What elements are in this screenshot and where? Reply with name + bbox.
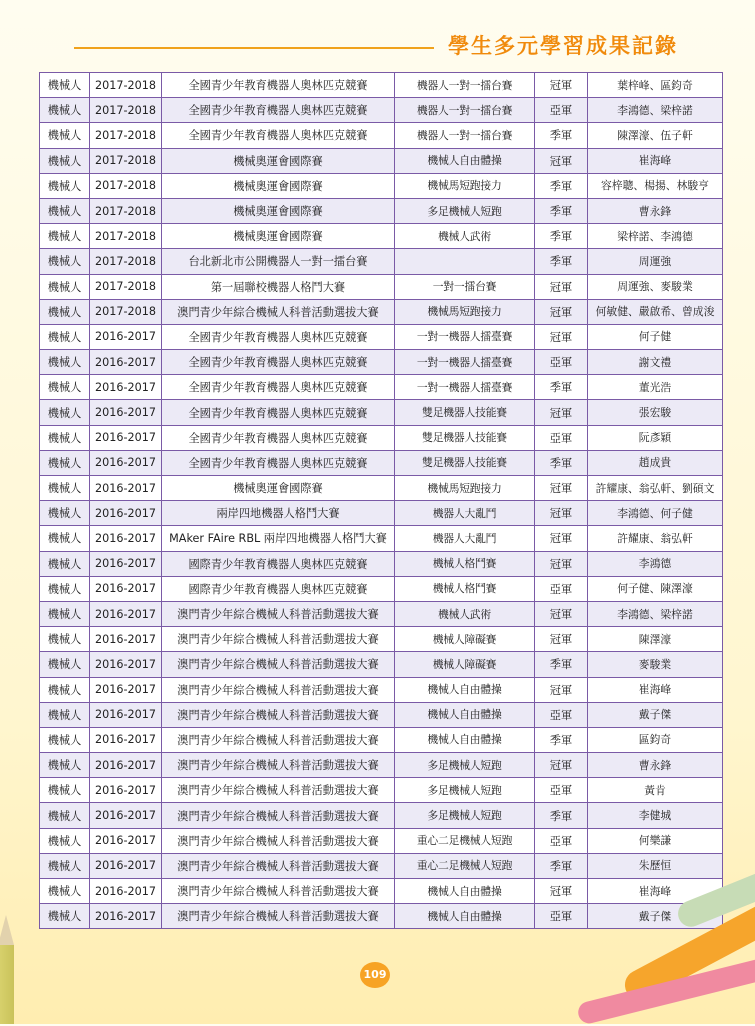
- school-year-cell: 2016-2017: [90, 501, 162, 526]
- table-row: [40, 450, 723, 475]
- school-year-cell: 2016-2017: [90, 324, 162, 349]
- competition-cell: 澳門青少年綜合機械人科普活動選拔大賽: [162, 879, 395, 904]
- school-year-cell: 2016-2017: [90, 853, 162, 878]
- table-row: [40, 173, 723, 198]
- competition-cell: 澳門青少年綜合機械人科普活動選拔大賽: [162, 828, 395, 853]
- school-year-cell: 2016-2017: [90, 677, 162, 702]
- school-year-cell: 2016-2017: [90, 601, 162, 626]
- competition-cell: 全國青少年教育機器人奧林匹克競賽: [162, 98, 395, 123]
- award-cell: 季軍: [535, 727, 588, 752]
- winners-cell: 何樂謙: [588, 828, 723, 853]
- event-cell: 機械馬短跑接力: [395, 299, 535, 324]
- category-cell: 機械人: [40, 879, 90, 904]
- category-cell: 機械人: [40, 601, 90, 626]
- table-row: [40, 727, 723, 752]
- award-cell: 冠軍: [535, 148, 588, 173]
- event-cell: 一對一機器人擂臺賽: [395, 375, 535, 400]
- winners-cell: 戴子傑: [588, 702, 723, 727]
- school-year-cell: 2017-2018: [90, 274, 162, 299]
- school-year-cell: 2016-2017: [90, 753, 162, 778]
- event-cell: 機器人一對一擂台賽: [395, 123, 535, 148]
- table-row: [40, 299, 723, 324]
- award-cell: 季軍: [535, 450, 588, 475]
- category-cell: 機械人: [40, 425, 90, 450]
- event-cell: 機械人武術: [395, 601, 535, 626]
- competition-cell: 全國青少年教育機器人奧林匹克競賽: [162, 324, 395, 349]
- table-row: [40, 853, 723, 878]
- category-cell: 機械人: [40, 501, 90, 526]
- school-year-cell: 2017-2018: [90, 173, 162, 198]
- event-cell: 一對一機器人擂臺賽: [395, 350, 535, 375]
- table-row: [40, 148, 723, 173]
- event-cell: [395, 249, 535, 274]
- competition-cell: 澳門青少年綜合機械人科普活動選拔大賽: [162, 727, 395, 752]
- competition-cell: 台北新北市公開機器人一對一擂台賽: [162, 249, 395, 274]
- category-cell: 機械人: [40, 299, 90, 324]
- competition-cell: 澳門青少年綜合機械人科普活動選拔大賽: [162, 299, 395, 324]
- winners-cell: 李鴻德、何子健: [588, 501, 723, 526]
- table-row: [40, 601, 723, 626]
- school-year-cell: 2017-2018: [90, 123, 162, 148]
- school-year-cell: 2016-2017: [90, 476, 162, 501]
- event-cell: 機械馬短跑接力: [395, 476, 535, 501]
- competition-cell: 澳門青少年綜合機械人科普活動選拔大賽: [162, 702, 395, 727]
- table-row: [40, 904, 723, 929]
- table-row: [40, 501, 723, 526]
- award-cell: 季軍: [535, 123, 588, 148]
- school-year-cell: 2017-2018: [90, 249, 162, 274]
- category-cell: 機械人: [40, 702, 90, 727]
- competition-cell: 機械奧運會國際賽: [162, 148, 395, 173]
- winners-cell: 謝文禮: [588, 350, 723, 375]
- event-cell: 多足機械人短跑: [395, 778, 535, 803]
- school-year-cell: 2017-2018: [90, 299, 162, 324]
- award-cell: 冠軍: [535, 551, 588, 576]
- school-year-cell: 2017-2018: [90, 224, 162, 249]
- competition-cell: 全國青少年教育機器人奧林匹克競賽: [162, 425, 395, 450]
- award-cell: 冠軍: [535, 299, 588, 324]
- award-cell: 冠軍: [535, 476, 588, 501]
- school-year-cell: 2016-2017: [90, 702, 162, 727]
- winners-cell: 周運強: [588, 249, 723, 274]
- table-row: [40, 324, 723, 349]
- award-cell: 亞軍: [535, 828, 588, 853]
- competition-cell: 澳門青少年綜合機械人科普活動選拔大賽: [162, 904, 395, 929]
- winners-cell: 區鈞奇: [588, 727, 723, 752]
- category-cell: 機械人: [40, 828, 90, 853]
- event-cell: 機械人格鬥賽: [395, 576, 535, 601]
- table-row: [40, 778, 723, 803]
- school-year-cell: 2016-2017: [90, 904, 162, 929]
- competition-cell: 機械奧運會國際賽: [162, 198, 395, 223]
- category-cell: 機械人: [40, 123, 90, 148]
- event-cell: 機械馬短跑接力: [395, 173, 535, 198]
- competition-cell: 澳門青少年綜合機械人科普活動選拔大賽: [162, 627, 395, 652]
- winners-cell: 李鴻德、梁梓諾: [588, 601, 723, 626]
- category-cell: 機械人: [40, 803, 90, 828]
- award-cell: 冠軍: [535, 753, 588, 778]
- award-cell: 亞軍: [535, 702, 588, 727]
- event-cell: 機器人一對一擂台賽: [395, 73, 535, 98]
- table-row: [40, 224, 723, 249]
- award-cell: 亞軍: [535, 350, 588, 375]
- table-row: [40, 425, 723, 450]
- event-cell: 一對一擂台賽: [395, 274, 535, 299]
- school-year-cell: 2016-2017: [90, 551, 162, 576]
- table-row: [40, 828, 723, 853]
- event-cell: 機械人自由體操: [395, 904, 535, 929]
- school-year-cell: 2017-2018: [90, 73, 162, 98]
- event-cell: 一對一機器人擂臺賽: [395, 324, 535, 349]
- event-cell: 多足機械人短跑: [395, 198, 535, 223]
- winners-cell: 崔海峰: [588, 879, 723, 904]
- table-row: [40, 526, 723, 551]
- table-row: [40, 375, 723, 400]
- event-cell: 機械人障礙賽: [395, 627, 535, 652]
- table-row: [40, 753, 723, 778]
- decorative-pencil-tip: [0, 915, 14, 945]
- competition-cell: 澳門青少年綜合機械人科普活動選拔大賽: [162, 652, 395, 677]
- award-cell: 冠軍: [535, 526, 588, 551]
- event-cell: 雙足機器人技能賽: [395, 450, 535, 475]
- table-row: [40, 476, 723, 501]
- competition-cell: 機械奧運會國際賽: [162, 173, 395, 198]
- table-row: [40, 400, 723, 425]
- school-year-cell: 2016-2017: [90, 375, 162, 400]
- category-cell: 機械人: [40, 375, 90, 400]
- category-cell: 機械人: [40, 677, 90, 702]
- winners-cell: 趙成貴: [588, 450, 723, 475]
- event-cell: 機械人自由體操: [395, 148, 535, 173]
- school-year-cell: 2016-2017: [90, 576, 162, 601]
- competition-cell: 澳門青少年綜合機械人科普活動選拔大賽: [162, 803, 395, 828]
- competition-cell: 澳門青少年綜合機械人科普活動選拔大賽: [162, 601, 395, 626]
- winners-cell: 周運強、麥駿業: [588, 274, 723, 299]
- winners-cell: 曹永鋒: [588, 753, 723, 778]
- decorative-pencil: [0, 945, 14, 1024]
- competition-cell: 澳門青少年綜合機械人科普活動選拔大賽: [162, 778, 395, 803]
- event-cell: 多足機械人短跑: [395, 753, 535, 778]
- event-cell: 機械人障礙賽: [395, 652, 535, 677]
- table-row: [40, 274, 723, 299]
- category-cell: 機械人: [40, 727, 90, 752]
- category-cell: 機械人: [40, 652, 90, 677]
- winners-cell: 何子健: [588, 324, 723, 349]
- category-cell: 機械人: [40, 526, 90, 551]
- award-cell: 季軍: [535, 224, 588, 249]
- competition-cell: 全國青少年教育機器人奧林匹克競賽: [162, 73, 395, 98]
- school-year-cell: 2016-2017: [90, 727, 162, 752]
- category-cell: 機械人: [40, 224, 90, 249]
- school-year-cell: 2016-2017: [90, 778, 162, 803]
- competition-cell: 全國青少年教育機器人奧林匹克競賽: [162, 350, 395, 375]
- winners-cell: 阮彥穎: [588, 425, 723, 450]
- category-cell: 機械人: [40, 904, 90, 929]
- category-cell: 機械人: [40, 778, 90, 803]
- results-table-container: [39, 72, 722, 929]
- category-cell: 機械人: [40, 148, 90, 173]
- award-cell: 亞軍: [535, 778, 588, 803]
- category-cell: 機械人: [40, 476, 90, 501]
- category-cell: 機械人: [40, 324, 90, 349]
- winners-cell: 張宏駿: [588, 400, 723, 425]
- competition-cell: 機械奧運會國際賽: [162, 224, 395, 249]
- competition-cell: 澳門青少年綜合機械人科普活動選拔大賽: [162, 677, 395, 702]
- event-cell: 雙足機器人技能賽: [395, 400, 535, 425]
- event-cell: 機械人自由體操: [395, 879, 535, 904]
- school-year-cell: 2016-2017: [90, 828, 162, 853]
- award-cell: 冠軍: [535, 73, 588, 98]
- page-title: 學生多元學習成果記錄: [448, 34, 678, 58]
- award-cell: 冠軍: [535, 400, 588, 425]
- event-cell: 機械人自由體操: [395, 727, 535, 752]
- results-table-body: [40, 73, 723, 929]
- category-cell: 機械人: [40, 98, 90, 123]
- winners-cell: 戴子傑: [588, 904, 723, 929]
- winners-cell: 黃肯: [588, 778, 723, 803]
- school-year-cell: 2016-2017: [90, 425, 162, 450]
- event-cell: 機械人武術: [395, 224, 535, 249]
- competition-cell: 全國青少年教育機器人奧林匹克競賽: [162, 123, 395, 148]
- table-row: [40, 576, 723, 601]
- award-cell: 冠軍: [535, 601, 588, 626]
- table-row: [40, 677, 723, 702]
- category-cell: 機械人: [40, 627, 90, 652]
- table-row: [40, 627, 723, 652]
- category-cell: 機械人: [40, 198, 90, 223]
- winners-cell: 李鴻德: [588, 551, 723, 576]
- category-cell: 機械人: [40, 73, 90, 98]
- category-cell: 機械人: [40, 400, 90, 425]
- school-year-cell: 2017-2018: [90, 198, 162, 223]
- header-divider-line: [74, 47, 434, 49]
- award-cell: 冠軍: [535, 677, 588, 702]
- school-year-cell: 2016-2017: [90, 627, 162, 652]
- event-cell: 機械人自由體操: [395, 677, 535, 702]
- table-row: [40, 350, 723, 375]
- event-cell: 機器人大亂鬥: [395, 501, 535, 526]
- award-cell: 冠軍: [535, 274, 588, 299]
- winners-cell: 陳澤濠: [588, 627, 723, 652]
- award-cell: 季軍: [535, 853, 588, 878]
- category-cell: 機械人: [40, 450, 90, 475]
- event-cell: 雙足機器人技能賽: [395, 425, 535, 450]
- event-cell: 重心二足機械人短跑: [395, 828, 535, 853]
- category-cell: 機械人: [40, 853, 90, 878]
- category-cell: 機械人: [40, 551, 90, 576]
- winners-cell: 崔海峰: [588, 677, 723, 702]
- winners-cell: 許耀康、翁弘軒、劉碩文: [588, 476, 723, 501]
- winners-cell: 董光浩: [588, 375, 723, 400]
- event-cell: 機器人一對一擂台賽: [395, 98, 535, 123]
- award-cell: 季軍: [535, 249, 588, 274]
- competition-cell: 全國青少年教育機器人奧林匹克競賽: [162, 400, 395, 425]
- category-cell: 機械人: [40, 350, 90, 375]
- table-row: [40, 73, 723, 98]
- winners-cell: 麥駿業: [588, 652, 723, 677]
- award-cell: 季軍: [535, 375, 588, 400]
- school-year-cell: 2016-2017: [90, 652, 162, 677]
- award-cell: 亞軍: [535, 576, 588, 601]
- table-row: [40, 702, 723, 727]
- competition-cell: 澳門青少年綜合機械人科普活動選拔大賽: [162, 853, 395, 878]
- award-cell: 冠軍: [535, 879, 588, 904]
- table-row: [40, 551, 723, 576]
- winners-cell: 容梓聰、楊揚、林駿亨: [588, 173, 723, 198]
- school-year-cell: 2016-2017: [90, 526, 162, 551]
- category-cell: 機械人: [40, 249, 90, 274]
- school-year-cell: 2016-2017: [90, 450, 162, 475]
- award-cell: 季軍: [535, 652, 588, 677]
- event-cell: 機械人格鬥賽: [395, 551, 535, 576]
- winners-cell: 朱歷恒: [588, 853, 723, 878]
- school-year-cell: 2016-2017: [90, 350, 162, 375]
- competition-cell: 國際青少年教育機器人奧林匹克競賽: [162, 576, 395, 601]
- award-cell: 冠軍: [535, 501, 588, 526]
- competition-cell: 澳門青少年綜合機械人科普活動選拔大賽: [162, 753, 395, 778]
- category-cell: 機械人: [40, 173, 90, 198]
- category-cell: 機械人: [40, 274, 90, 299]
- award-cell: 季軍: [535, 198, 588, 223]
- award-cell: 季軍: [535, 173, 588, 198]
- event-cell: 機械人自由體操: [395, 702, 535, 727]
- award-cell: 冠軍: [535, 324, 588, 349]
- table-row: [40, 879, 723, 904]
- table-row: [40, 198, 723, 223]
- winners-cell: 曹永鋒: [588, 198, 723, 223]
- table-row: [40, 652, 723, 677]
- competition-cell: 全國青少年教育機器人奧林匹克競賽: [162, 450, 395, 475]
- winners-cell: 梁梓諾、李鴻德: [588, 224, 723, 249]
- winners-cell: 何子健、陳澤濠: [588, 576, 723, 601]
- winners-cell: 許耀康、翁弘軒: [588, 526, 723, 551]
- event-cell: 多足機械人短跑: [395, 803, 535, 828]
- award-cell: 亞軍: [535, 98, 588, 123]
- school-year-cell: 2016-2017: [90, 879, 162, 904]
- winners-cell: 何敏健、嚴啟希、曾成浚: [588, 299, 723, 324]
- winners-cell: 李健城: [588, 803, 723, 828]
- winners-cell: 李鴻德、梁梓諾: [588, 98, 723, 123]
- competition-cell: 機械奧運會國際賽: [162, 476, 395, 501]
- table-row: [40, 123, 723, 148]
- competition-cell: 國際青少年教育機器人奧林匹克競賽: [162, 551, 395, 576]
- winners-cell: 葉梓峰、區鈞奇: [588, 73, 723, 98]
- school-year-cell: 2016-2017: [90, 400, 162, 425]
- school-year-cell: 2016-2017: [90, 803, 162, 828]
- award-cell: 季軍: [535, 803, 588, 828]
- school-year-cell: 2017-2018: [90, 98, 162, 123]
- school-year-cell: 2017-2018: [90, 148, 162, 173]
- winners-cell: 陳澤濠、伍子軒: [588, 123, 723, 148]
- table-row: [40, 249, 723, 274]
- competition-cell: 第一屆聯校機器人格鬥大賽: [162, 274, 395, 299]
- category-cell: 機械人: [40, 576, 90, 601]
- page-number-badge: 109: [360, 962, 390, 988]
- award-cell: 亞軍: [535, 904, 588, 929]
- results-table: [39, 72, 723, 929]
- event-cell: 機器人大亂鬥: [395, 526, 535, 551]
- competition-cell: 全國青少年教育機器人奧林匹克競賽: [162, 375, 395, 400]
- winners-cell: 崔海峰: [588, 148, 723, 173]
- award-cell: 冠軍: [535, 627, 588, 652]
- competition-cell: 兩岸四地機器人格鬥大賽: [162, 501, 395, 526]
- category-cell: 機械人: [40, 753, 90, 778]
- table-row: [40, 98, 723, 123]
- event-cell: 重心二足機械人短跑: [395, 853, 535, 878]
- table-row: [40, 803, 723, 828]
- award-cell: 亞軍: [535, 425, 588, 450]
- competition-cell: MAker FAire RBL 兩岸四地機器人格鬥大賽: [162, 526, 395, 551]
